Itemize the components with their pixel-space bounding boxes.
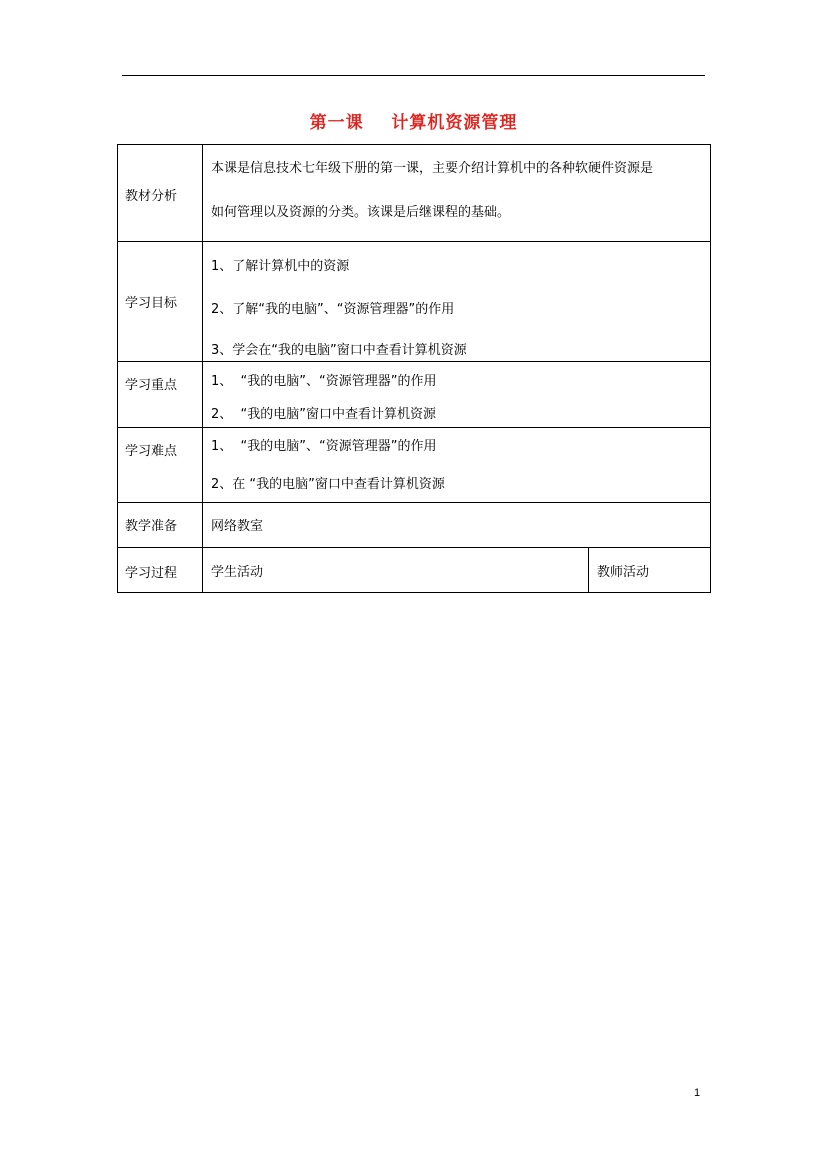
row-learning-goals [118, 242, 711, 362]
lesson-title: 第一课 计算机资源管理 [309, 113, 518, 133]
lesson-plan-table [117, 144, 711, 593]
analysis-line-2: 如何管理以及资源的分类。该课是后继课程的基础。 [211, 205, 511, 220]
header-rule [122, 75, 705, 76]
goal-line-1: 1、了解计算机中的资源 [211, 259, 350, 274]
cell-key-points [203, 362, 711, 428]
cell-textbook-analysis [203, 145, 711, 242]
label-teaching-prep [118, 503, 203, 548]
student-activity-label: 学生活动 [211, 565, 264, 580]
goal-line-3: 3、学会在“我的电脑”窗口中查看计算机资源 [211, 343, 467, 358]
label-text: 学习重点 [125, 378, 178, 393]
row-key-points [118, 362, 711, 428]
label-text: 教材分析 [125, 189, 178, 204]
label-text: 学习过程 [125, 566, 178, 581]
label-learning-process [118, 548, 203, 593]
row-teaching-prep [118, 503, 711, 548]
difficulty-line-1: 1、 “我的电脑”、“资源管理器”的作用 [211, 439, 437, 454]
row-learning-process [118, 548, 711, 593]
cell-teacher-activity [589, 548, 711, 593]
label-text: 教学准备 [125, 519, 178, 534]
label-text: 学习难点 [125, 444, 178, 459]
teacher-activity-label: 教师活动 [597, 565, 650, 580]
page-number: 1 [694, 1087, 701, 1099]
cell-teaching-prep [203, 503, 711, 548]
goal-line-2: 2、了解“我的电脑”、“资源管理器”的作用 [211, 302, 455, 317]
cell-learning-goals [203, 242, 711, 362]
row-textbook-analysis [118, 145, 711, 242]
analysis-line-1: 本课是信息技术七年级下册的第一课，主要介绍计算机中的各种软硬件资源是 [211, 161, 654, 176]
label-difficult-points [118, 428, 203, 503]
row-difficult-points [118, 428, 711, 503]
cell-difficult-points [203, 428, 711, 503]
label-text: 学习目标 [125, 296, 178, 311]
focus-line-2: 2、 “我的电脑”窗口中查看计算机资源 [211, 407, 437, 422]
prep-value: 网络教室 [211, 519, 264, 534]
label-textbook-analysis [118, 145, 203, 242]
focus-line-1: 1、 “我的电脑”、“资源管理器”的作用 [211, 374, 437, 389]
difficulty-line-2: 2、在 “我的电脑”窗口中查看计算机资源 [211, 477, 445, 492]
label-learning-goals [118, 242, 203, 362]
cell-student-activity [203, 548, 589, 593]
label-key-points [118, 362, 203, 428]
